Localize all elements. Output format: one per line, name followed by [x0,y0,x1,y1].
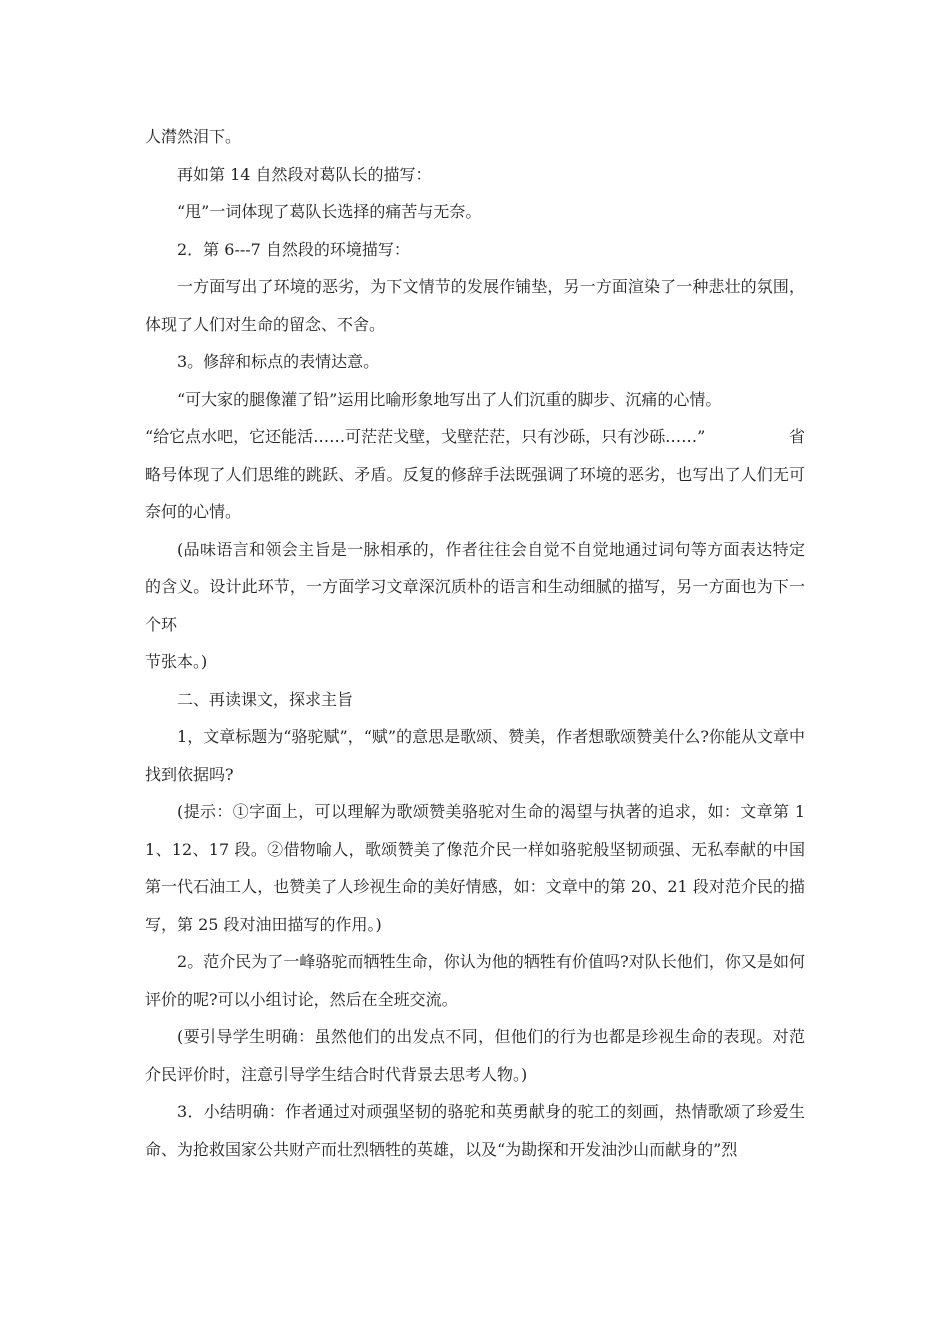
paragraph-quote-line [145,418,805,456]
paragraph: 2．第 6---7 自然段的环境描写： [177,239,410,259]
document-body [145,118,805,1168]
paragraph: “甩”一词体现了葛队长选择的痛苦与无奈。 [177,202,482,221]
paragraph: 3．小结明确：作者通过对顽强坚韧的骆驼和英勇献身的驼工的刻画，热情歌颂了珍爱生命、为抢救国家公共财产而壮烈牺牲的英雄，以及“为勘探和开发油沙山而献身的”烈 [145,1102,805,1159]
paragraph: 1，文章标题为“骆驼赋”，“赋”的意思是歌颂、赞美，作者想歌颂赞美什么?你能从文章中找到依据吗? [145,727,805,784]
paragraph: 3。修辞和标点的表情达意。 [177,352,380,371]
paragraph: 再如第 14 自然段对葛队长的描写： [177,164,432,184]
paragraph: 略号体现了人们思维的跳跃、矛盾。反复的修辞手法既强调了环境的恶劣，也写出了人们无可奈何的心情。 [145,464,805,521]
quote-trailing-char: 省 [788,427,805,446]
quote-text: “给它点水吧，它还能活……可茫茫戈壁，戈壁茫茫，只有沙砾，只有沙砾……” [145,427,706,446]
paragraph-continuation: 人潸然泪下。 [145,127,242,146]
paragraph-note: (品味语言和领会主旨是一脉相承的，作者往往会自觉不自觉地通过词句等方面表达特定的含义。设计此环节，一方面学习文章深沉质朴的语言和生动细腻的描写，另一方面也为下一个环 [145,539,805,634]
paragraph: 一方面写出了环境的恶劣，为下文情节的发展作铺垫，另一方面渲染了一种悲壮的氛围，体现了人们对生命的留念、不舍。 [145,277,805,334]
paragraph: “可大家的腿像灌了铅”运用比喻形象地写出了人们沉重的脚步、沉痛的心情。 [177,389,722,409]
section-heading: 二、再读课文，探求主旨 [177,689,354,709]
paragraph: 2。范介民为了一峰骆驼而牺牲生命，你认为他的牺牲有价值吗?对队长他们，你又是如何评价的呢?可以小组讨论，然后在全班交流。 [145,952,805,1009]
paragraph-note: (要引导学生明确：虽然他们的出发点不同，但他们的行为也都是珍视生命的表现。对范介民评价时，注意引导学生结合时代背景去思考人物。) [145,1027,805,1084]
paragraph-note-continuation: 节张本。) [145,652,208,671]
paragraph-note: (提示：①字面上，可以理解为歌颂赞美骆驼对生命的渴望与执著的追求，如：文章第 11、12、17 段。②借物喻人，歌颂赞美了像范介民一样如骆驼般坚韧顽强、无私奉献的中国第一代石油工人，也赞美了人珍视生命的美好情感，如：文章中的第 20、21 段对范介民的描写，第 25 段对油田描写的作用。) [145,802,805,934]
